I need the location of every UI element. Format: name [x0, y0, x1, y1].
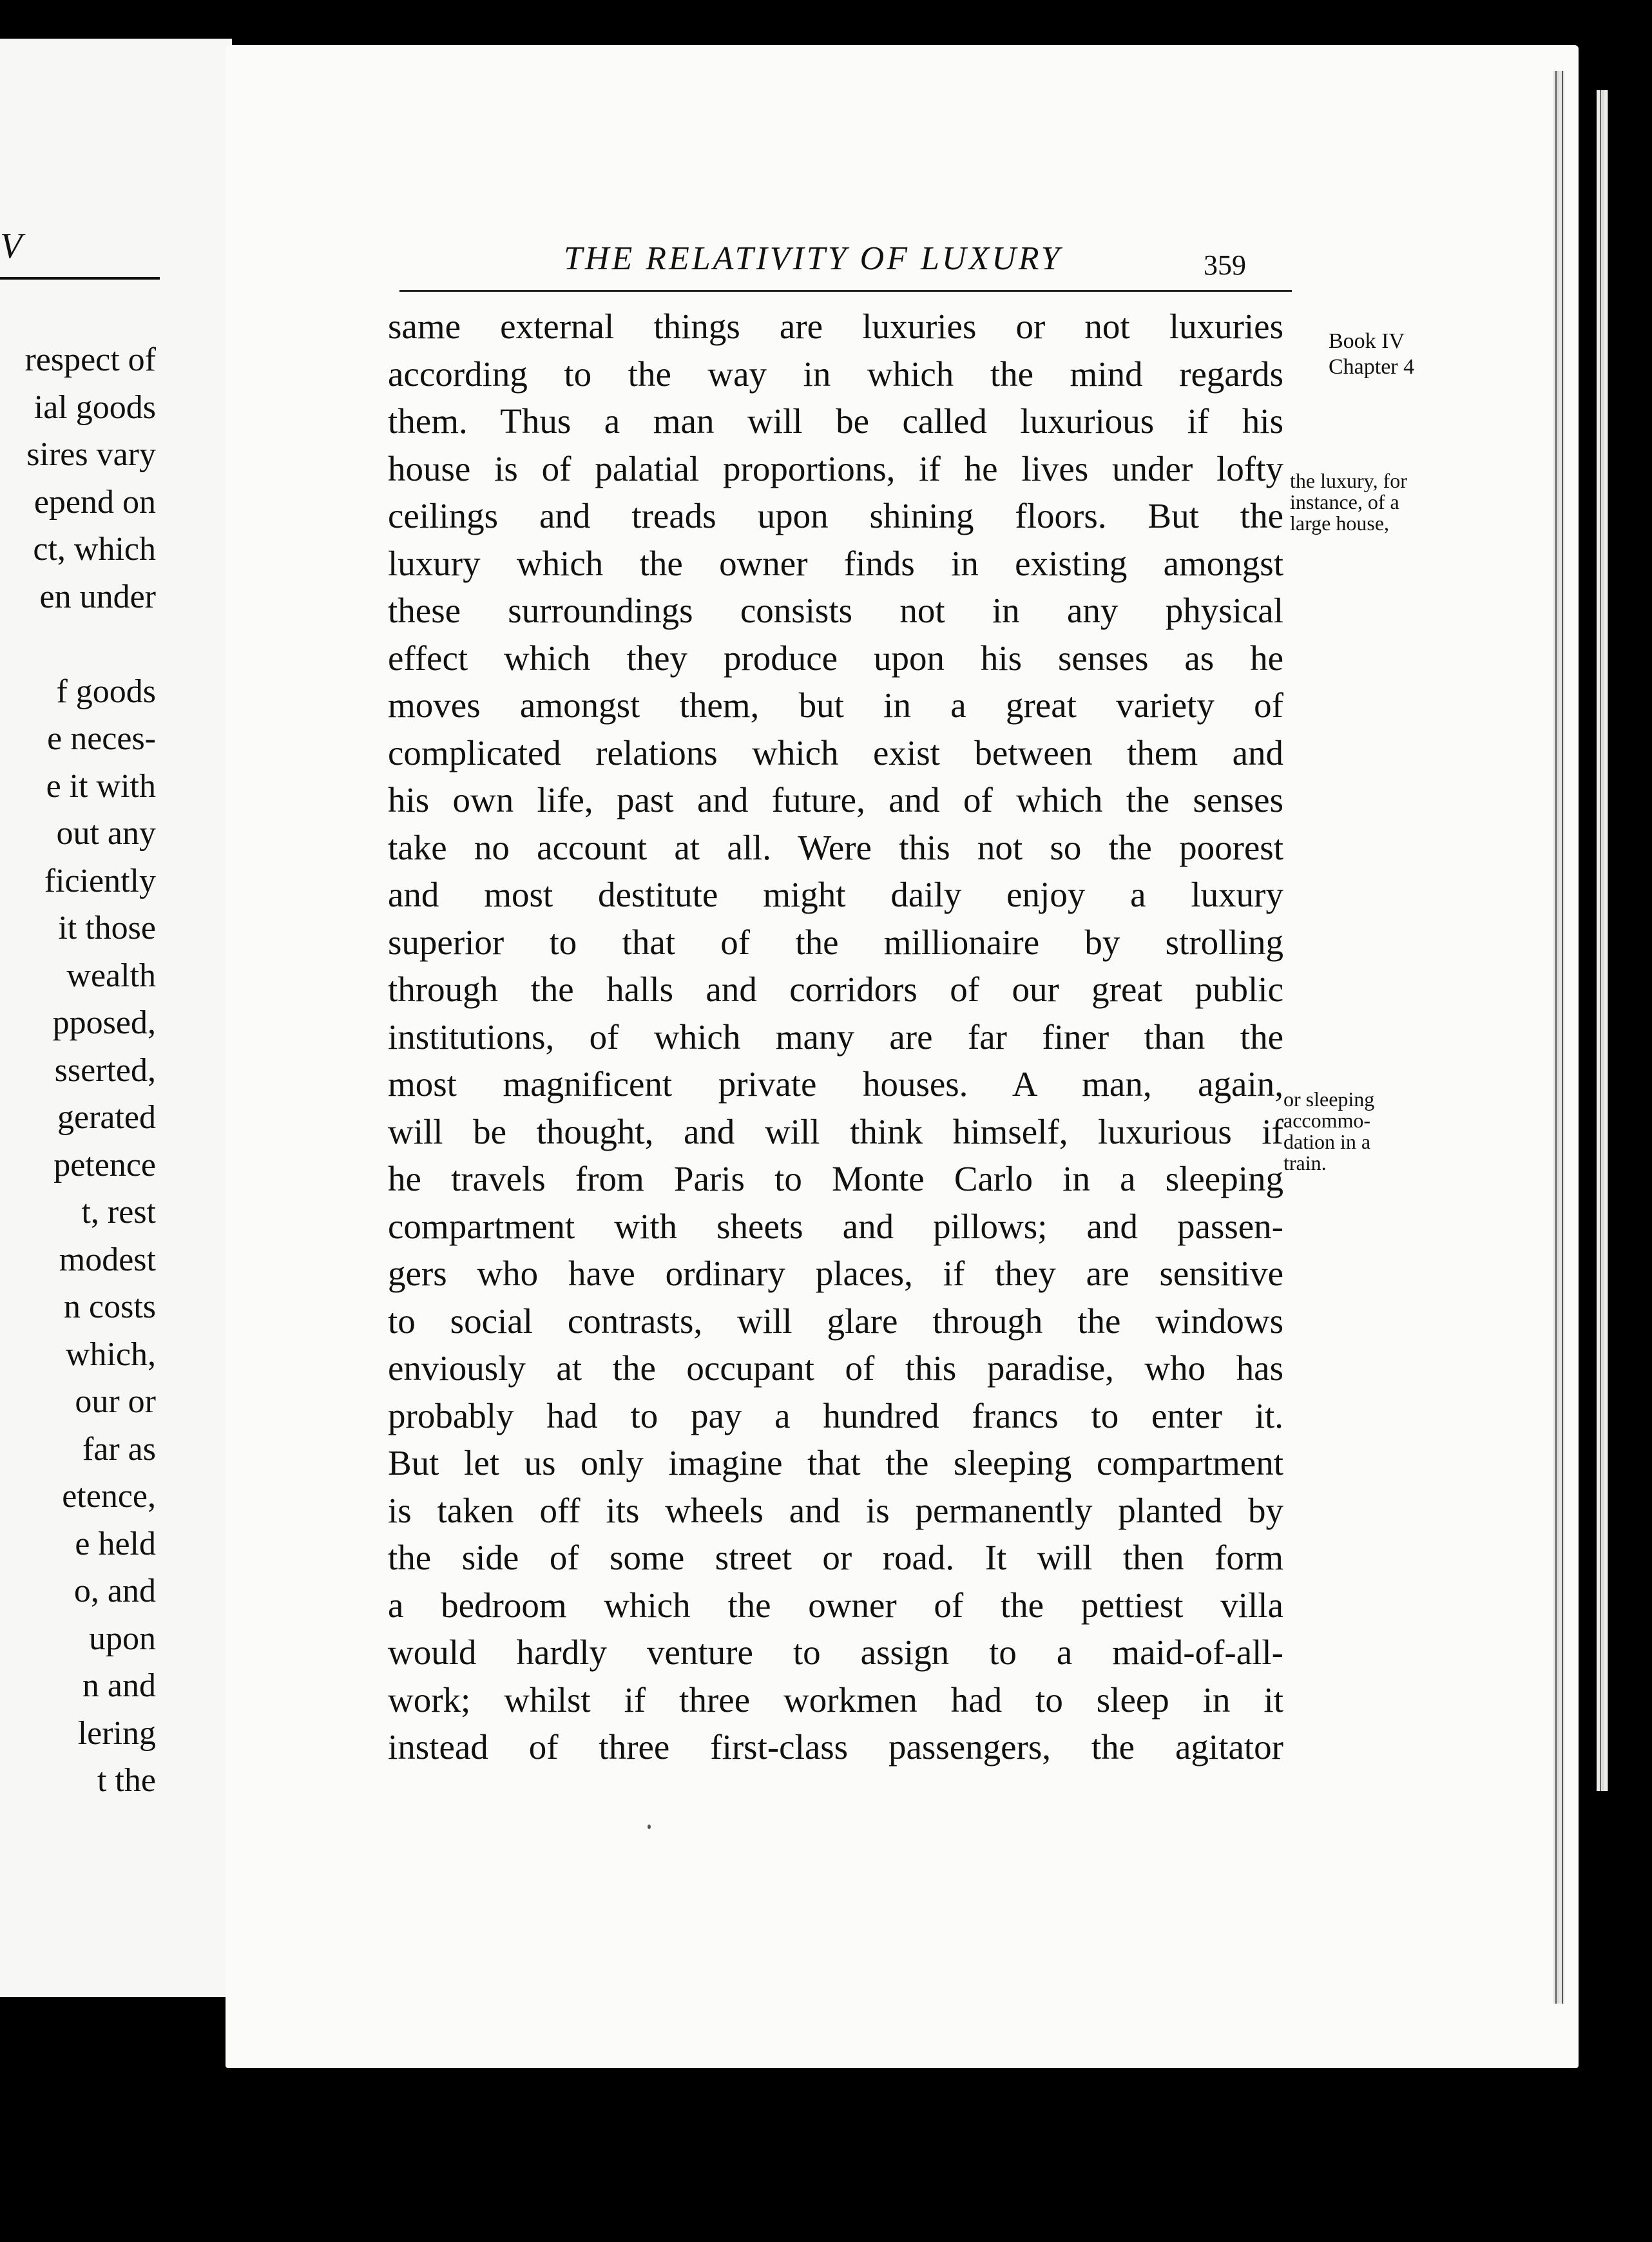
text-line: take no account at all. Were this not so the poorest: [388, 827, 1283, 867]
text-line: work; whilst if three workmen had to sleep in it: [388, 1680, 1283, 1720]
text-line: most magnificent private houses. A man, again,: [388, 1064, 1283, 1104]
text-line: complicated relations which exist between them and: [388, 733, 1283, 772]
facing-page-line: t the: [97, 1762, 156, 1799]
facing-page: [0, 39, 232, 1997]
facing-page-line: e it with: [46, 767, 156, 805]
facing-page-line: wealth: [66, 957, 156, 994]
text-line: will be thought, and will think himself, luxurious if: [388, 1111, 1283, 1151]
facing-page-line: ficiently: [44, 862, 156, 899]
facing-page-line: which,: [65, 1336, 156, 1373]
text-line: same external things are luxuries or not luxuries: [388, 307, 1283, 346]
text-line: through the halls and corridors of our great public: [388, 970, 1283, 1009]
facing-page-line: sserted,: [54, 1051, 156, 1089]
facing-page-line: epend on: [34, 483, 156, 521]
text-line: moves amongst them, but in a great variety of: [388, 685, 1283, 725]
text-line: would hardly venture to assign to a maid-of-all-: [388, 1633, 1283, 1672]
margin-note-luxury-house: the luxury, for instance, of a large house,: [1290, 469, 1407, 535]
facing-page-line: gerated: [57, 1099, 156, 1136]
facing-page-line: o, and: [73, 1573, 156, 1609]
facing-page-line: petence: [53, 1146, 156, 1183]
facing-page-header-rule: [0, 277, 160, 280]
running-head: THE RELATIVITY OF LUXURY: [564, 240, 1062, 277]
facing-page-line: t, rest: [81, 1194, 156, 1231]
text-line: ceilings and treads upon shining floors. But the: [388, 496, 1283, 535]
facing-page-line: upon: [89, 1620, 156, 1657]
facing-page-line: ial goods: [34, 388, 156, 426]
text-line: probably had to pay a hundred francs to enter it.: [388, 1395, 1283, 1435]
text-line: institutions, of which many are far finer than the: [388, 1017, 1283, 1057]
page-edge: [1553, 71, 1564, 2004]
body-text: [388, 303, 1283, 1771]
facing-page-line: far as: [82, 1430, 156, 1468]
facing-page-line: n and: [82, 1667, 156, 1704]
facing-page-line: [0, 620, 156, 668]
facing-page-line: modest: [59, 1241, 156, 1278]
facing-page-line: en under: [39, 578, 156, 615]
text-line: instead of three first-class passengers, the agitator: [388, 1727, 1283, 1767]
text-line: house is of palatial proportions, if he lives under lofty: [388, 448, 1283, 488]
facing-page-line: pposed,: [52, 1004, 156, 1041]
text-line: according to the way in which the mind regards: [388, 354, 1283, 394]
margin-note-sleeping-train: or sleeping accommo- dation in a train.: [1283, 1087, 1375, 1174]
facing-page-line: respect of: [24, 341, 156, 378]
text-line: the side of some street or road. It will then form: [388, 1538, 1283, 1577]
facing-page-line: e neces-: [47, 720, 156, 757]
header-rule: [399, 290, 1292, 292]
text-line: compartment with sheets and pillows; and passen-: [388, 1206, 1283, 1246]
text-line: to social contrasts, will glare through the windows: [388, 1301, 1283, 1341]
facing-page-line: out any: [56, 815, 156, 852]
text-line: and most destitute might daily enjoy a luxury: [388, 875, 1283, 914]
text-line: a bedroom which the owner of the pettiest villa: [388, 1585, 1283, 1625]
text-line: effect which they produce upon his senses as he: [388, 638, 1283, 678]
facing-page-running-head: V: [0, 226, 23, 266]
margin-note-book-chapter: Book IV Chapter 4: [1329, 329, 1415, 379]
text-line: superior to that of the millionaire by strolling: [388, 922, 1283, 962]
text-line: his own life, past and future, and of which the senses: [388, 780, 1283, 819]
text-line: is taken off its wheels and is permanently planted by: [388, 1490, 1283, 1530]
text-line: luxury which the owner finds in existing amongst: [388, 543, 1283, 583]
facing-page-line: our or: [75, 1383, 156, 1420]
facing-page-line: n costs: [64, 1289, 156, 1325]
text-line: them. Thus a man will be called luxurious if his: [388, 401, 1283, 441]
text-line: enviously at the occupant of this paradise, who has: [388, 1348, 1283, 1388]
book-fore-edge: [1597, 90, 1608, 1791]
text-line: But let us only imagine that the sleeping compartment: [388, 1443, 1283, 1482]
facing-page-line: f goods: [56, 673, 156, 710]
facing-page-line: e held: [75, 1525, 156, 1562]
text-line: gers who have ordinary places, if they are sensitive: [388, 1254, 1283, 1293]
facing-page-line: ct, which: [33, 531, 156, 568]
facing-page-text: [0, 336, 156, 1805]
text-line: these surroundings consists not in any physical: [388, 591, 1283, 630]
text-line: he travels from Paris to Monte Carlo in a sleeping: [388, 1159, 1283, 1198]
paper-speck: [648, 1825, 651, 1829]
facing-page-line: sires vary: [26, 436, 156, 473]
page-number: 359: [1204, 249, 1246, 281]
facing-page-line: etence,: [62, 1478, 156, 1515]
facing-page-line: it those: [58, 910, 156, 946]
facing-page-line: lering: [77, 1714, 156, 1752]
